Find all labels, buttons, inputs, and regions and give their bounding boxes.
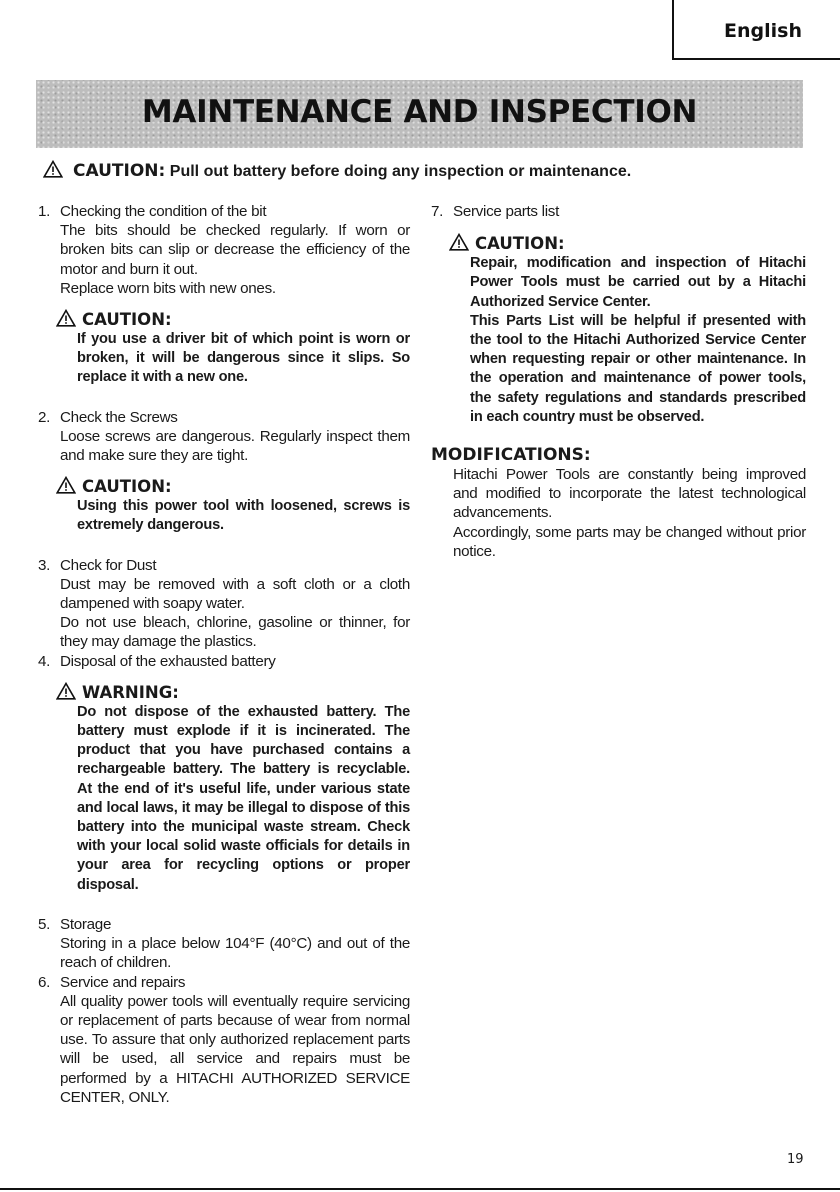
warning-triangle-icon [56, 476, 76, 494]
modifications-heading: MODIFICATIONS: [431, 445, 591, 466]
item-number: 5. [38, 915, 51, 933]
item-body: All quality power tools will eventually require servicing or replacement of parts because of wear from normal use. To assure that only authorized replacement parts will be used, all service and repairs must be performed by a HITACHI AUTHORIZED SERVICE CENTER, ONLY. [60, 992, 410, 1106]
warning-triangle-icon [43, 160, 63, 178]
item-body: The bits should be checked regularly. If worn or broken bits can slip or decrease the efficiency of the motor and burn it out. [60, 222, 410, 278]
item-number: 1. [38, 203, 51, 220]
left-column [38, 202, 410, 1107]
language-tab [672, 0, 840, 60]
list-item [38, 202, 410, 298]
list-item [38, 408, 410, 466]
item-title: Checking the condition of the bit [60, 203, 267, 220]
warning-triangle-icon [56, 682, 76, 700]
list-item [38, 973, 410, 1107]
top-caution [43, 160, 631, 181]
modifications-text: Accordingly, some parts may be changed without prior notice. [453, 523, 806, 560]
caution-label: CAUTION: [82, 477, 172, 497]
top-caution-text: Pull out battery before doing any inspection or maintenance. [169, 163, 632, 180]
item-body: Do not use bleach, chlorine, gasoline or thinner, for they may damage the plastics. [60, 614, 410, 651]
list-item [38, 556, 410, 652]
item-title: Disposal of the exhausted battery [60, 652, 276, 670]
item-title: Storage [60, 915, 112, 933]
item-number: 6. [38, 973, 51, 991]
section-title: MAINTENANCE AND INSPECTION [141, 94, 698, 130]
item-title: Check for Dust [60, 556, 157, 574]
item-number: 7. [431, 203, 444, 220]
list-item [38, 652, 410, 671]
caution-label: CAUTION: [82, 310, 172, 330]
caution-label: CAUTION: [475, 234, 565, 254]
item-body: Storing in a place below 104°F (40°C) and out of the reach of children. [60, 935, 410, 972]
list-item [431, 202, 806, 221]
item-number: 2. [38, 408, 51, 426]
bottom-rule [0, 1188, 840, 1190]
item-body: Loose screws are dangerous. Regularly inspect them and make sure they are tight. [60, 427, 410, 465]
list-item [38, 915, 410, 973]
caution-block [449, 233, 806, 427]
caution-text: This Parts List will be helpful if presented with the tool to the Hitachi Authorized Service Center when requesting repair or other maintenance. In the operation and maintenance of power tools, the safety regulations and standards prescribed in each country must be observed. [470, 312, 806, 425]
warning-triangle-icon [449, 233, 469, 251]
item-body: Dust may be removed with a soft cloth or a cloth dampened with soapy water. [60, 575, 410, 613]
caution-text: Using this power tool with loosened, screws is extremely dangerous. [77, 498, 410, 534]
caution-block [56, 476, 410, 535]
warning-label: WARNING: [82, 682, 179, 702]
item-body: Replace worn bits with new ones. [60, 279, 276, 297]
section-banner [36, 80, 803, 148]
modifications-text: Hitachi Power Tools are constantly being improved and modified to incorporate the latest technological advancements. [453, 466, 806, 522]
right-column [431, 202, 806, 561]
caution-text: Repair, modification and inspection of Hitachi Power Tools must be carried out by a Hitachi Authorized Service Center. [470, 255, 806, 310]
item-number: 4. [38, 652, 51, 670]
page-number: 19 [787, 1152, 804, 1167]
item-title: Check the Screws [60, 408, 178, 426]
caution-block [56, 309, 410, 388]
item-number: 3. [38, 556, 51, 574]
item-title: Service parts list [453, 203, 560, 220]
warning-block [56, 682, 410, 895]
language-label: English [724, 20, 802, 42]
caution-text: If you use a driver bit of which point is worn or broken, it will be dangerous since it slips. So replace it with a new one. [77, 331, 410, 386]
warning-triangle-icon [56, 309, 76, 327]
item-title: Service and repairs [60, 973, 186, 991]
warning-text: Do not dispose of the exhausted battery. The battery must explode if it is incinerated. The product that you have purchased contains a rechargeable battery. The battery is recyclable. At the end of it's useful life, under various state and local laws, it may be illegal to dispose of this battery into the municipal waste stream. Check with your local solid waste officials for details in your area for recycling options or proper disposal. [77, 703, 410, 893]
top-caution-label: CAUTION: [73, 161, 166, 181]
